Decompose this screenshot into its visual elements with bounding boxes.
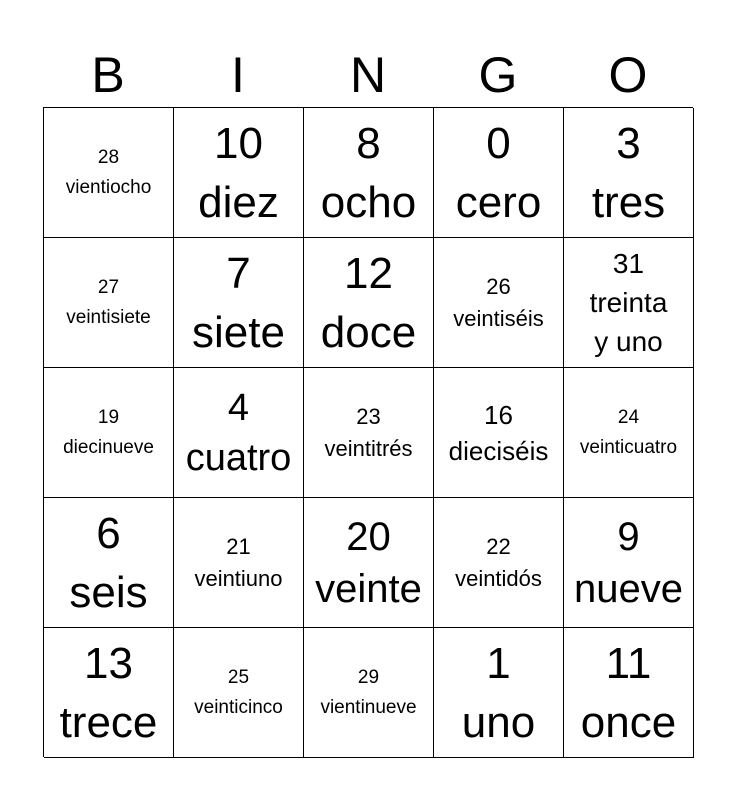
cell-number: 6 xyxy=(96,508,121,558)
header-letter-b: B xyxy=(91,47,125,103)
cell-word: treinta xyxy=(589,287,668,318)
cell-number: 29 xyxy=(357,666,380,688)
cell-word: vientinueve xyxy=(320,696,417,718)
cell-word: once xyxy=(580,697,677,747)
cell-word: trece xyxy=(59,697,158,747)
cell-word: diez xyxy=(198,177,279,227)
bingo-cell[interactable] xyxy=(434,238,564,368)
bingo-cell[interactable] xyxy=(304,238,434,368)
cell-word: veinticuatro xyxy=(579,436,678,458)
bingo-cell[interactable] xyxy=(174,368,304,498)
cell-word: uno xyxy=(461,697,536,747)
bingo-cell[interactable] xyxy=(564,628,694,758)
bingo-cell[interactable] xyxy=(304,368,434,498)
bingo-cell[interactable] xyxy=(44,108,174,238)
bingo-cell[interactable] xyxy=(564,238,694,368)
bingo-card-grid xyxy=(43,107,693,757)
cell-number: 22 xyxy=(486,533,511,559)
cell-word: veintiséis xyxy=(453,305,544,331)
cell-word: vientiocho xyxy=(65,176,152,198)
bingo-cell[interactable] xyxy=(44,238,174,368)
cell-word: veintidós xyxy=(455,565,542,591)
bingo-cell[interactable] xyxy=(174,108,304,238)
cell-word: veinte xyxy=(315,566,422,611)
cell-number: 3 xyxy=(616,118,641,168)
bingo-cell[interactable] xyxy=(174,238,304,368)
cell-number: 9 xyxy=(617,514,640,559)
cell-word: siete xyxy=(192,307,285,357)
cell-word: ocho xyxy=(320,177,417,227)
cell-number: 10 xyxy=(214,118,263,168)
cell-number: 28 xyxy=(97,146,120,168)
bingo-cell[interactable] xyxy=(174,628,304,758)
bingo-cell[interactable] xyxy=(564,108,694,238)
cell-number: 12 xyxy=(344,248,393,298)
header-letter-o: O xyxy=(608,47,648,103)
cell-word: seis xyxy=(69,567,148,617)
cell-number: 25 xyxy=(227,666,250,688)
cell-word: veinticinco xyxy=(194,696,283,718)
cell-number: 26 xyxy=(486,273,511,299)
bingo-cell[interactable] xyxy=(44,628,174,758)
bingo-cell[interactable] xyxy=(174,498,304,628)
cell-word: nueve xyxy=(574,566,683,611)
bingo-cell[interactable] xyxy=(564,368,694,498)
header-letter-g: G xyxy=(478,47,518,103)
bingo-cell[interactable] xyxy=(434,498,564,628)
cell-number: 7 xyxy=(226,248,251,298)
bingo-cell[interactable] xyxy=(564,498,694,628)
cell-number: 8 xyxy=(356,118,381,168)
cell-word: y uno xyxy=(594,326,663,357)
cell-number: 20 xyxy=(346,514,391,559)
cell-word: veintiuno xyxy=(194,565,283,591)
cell-number: 31 xyxy=(612,248,645,279)
bingo-cell[interactable] xyxy=(44,498,174,628)
bingo-cell[interactable] xyxy=(434,628,564,758)
cell-number: 24 xyxy=(617,406,640,428)
cell-number: 21 xyxy=(226,533,251,559)
cell-word: tres xyxy=(591,177,666,227)
bingo-cell[interactable] xyxy=(434,108,564,238)
bingo-header xyxy=(43,44,693,106)
cell-number: 0 xyxy=(486,118,511,168)
cell-number: 11 xyxy=(605,638,652,688)
bingo-cell[interactable] xyxy=(44,368,174,498)
cell-number: 4 xyxy=(227,386,250,429)
cell-word: dieciséis xyxy=(448,435,549,466)
cell-word: doce xyxy=(320,307,417,357)
cell-word: diecinueve xyxy=(63,436,154,458)
cell-number: 23 xyxy=(356,403,381,429)
cell-word: cuatro xyxy=(185,436,292,479)
bingo-cell[interactable] xyxy=(304,628,434,758)
bingo-cell[interactable] xyxy=(304,498,434,628)
cell-word: veintitrés xyxy=(324,435,413,461)
cell-number: 27 xyxy=(97,276,120,298)
cell-number: 16 xyxy=(484,399,513,430)
cell-number: 19 xyxy=(97,406,120,428)
cell-word: cero xyxy=(455,177,542,227)
cell-number: 1 xyxy=(486,638,511,688)
cell-number: 13 xyxy=(84,638,133,688)
bingo-cell[interactable] xyxy=(434,368,564,498)
bingo-cell[interactable] xyxy=(304,108,434,238)
cell-word: veintisiete xyxy=(66,306,151,328)
header-letter-n: N xyxy=(349,47,387,103)
header-letter-i: I xyxy=(231,47,245,103)
